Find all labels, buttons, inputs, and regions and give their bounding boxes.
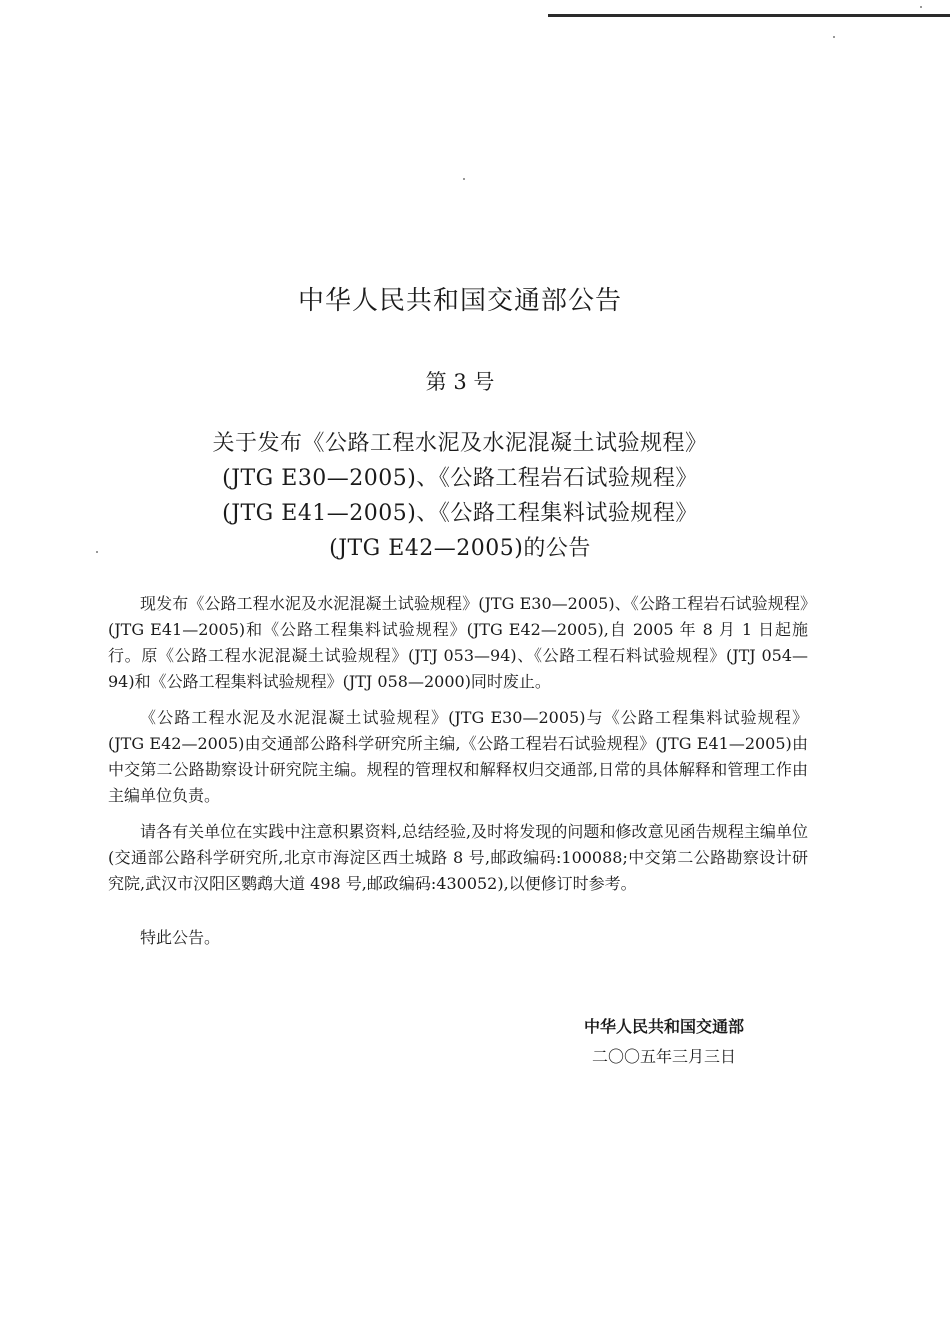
subtitle-line: (JTG E42—2005)的公告: [329, 536, 591, 561]
scan-edge-line: [548, 14, 950, 17]
announcement-number: 第 3 号: [425, 370, 495, 394]
body-paragraph: 《公路工程水泥及水泥混凝土试验规程》(JTG E30—2005)与《公路工程集料试验规程》(JTG E42—2005)由交通部公路科学研究所主编,《公路工程岩石试验规程》(JTG E41—2005)由中交第二公路勘察设计研究院主编。规程的管理权和解释权归交通部,日常的具体解释和管理工作由主编单位负责。: [108, 708, 808, 805]
subtitle-line: (JTG E30—2005)、《公路工程岩石试验规程》: [222, 466, 698, 491]
issue-date: 二〇〇五年三月三日: [592, 1047, 737, 1066]
subtitle-line: (JTG E41—2005)、《公路工程集料试验规程》: [222, 501, 698, 526]
issuer-signature: 中华人民共和国交通部: [584, 1017, 745, 1036]
scan-speck: [920, 6, 922, 8]
body-paragraph: 请各有关单位在实践中注意积累资料,总结经验,及时将发现的问题和修改意见函告规程主编单位(交通部公路科学研究所,北京市海淀区西土城路 8 号,邮政编码:100088;中交第二公路勘察设计研究院,武汉市汉阳区鹦鹉大道 498 号,邮政编码:430052),以便修订时参考。: [108, 822, 808, 893]
announcement-title: 中华人民共和国交通部公告: [297, 286, 622, 316]
scan-speck: [463, 178, 465, 180]
scan-speck: [833, 36, 835, 38]
body-paragraph: 现发布《公路工程水泥及水泥混凝土试验规程》(JTG E30—2005)、《公路工程岩石试验规程》(JTG E41—2005)和《公路工程集料试验规程》(JTG E42—2005),自 2005 年 8 月 1 日起施行。原《公路工程水泥混凝土试验规程》(JTJ 053—94)、《公路工程石料试验规程》(JTJ 054—94)和《公路工程集料试验规程》(JTJ 058—2000)同时废止。: [108, 594, 808, 691]
closing-paragraph: 特此公告。: [140, 928, 221, 947]
subtitle-line: 关于发布《公路工程水泥及水泥混凝土试验规程》: [212, 431, 708, 456]
